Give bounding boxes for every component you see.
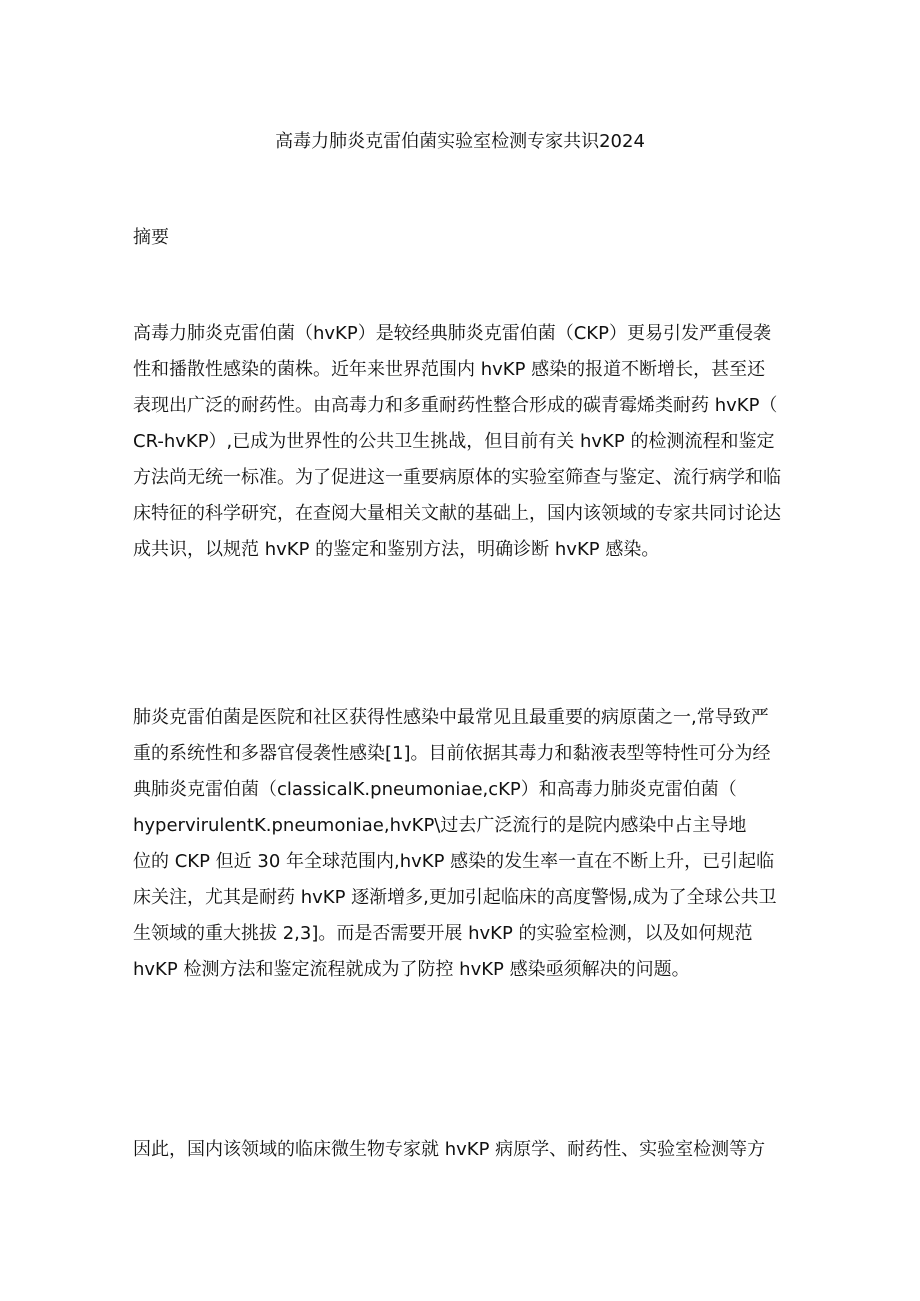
paragraph-line: 生领域的重大挑拔 2,3]。而是否需要开展 hvKP 的实验室检测，以及如何规范 (133, 923, 753, 944)
paragraph-line: 高毒力肺炎克雷伯菌（hvKP）是较经典肺炎克雷伯菌（CKP）更易引发严重侵袭 (133, 323, 771, 344)
paragraph-line: 性和播散性感染的菌株。近年来世界范围内 hvKP 感染的报道不断增长，甚至还 (133, 359, 766, 380)
paragraph-line: 床关注，尤其是耐药 hvKP 逐渐增多,更加引起临床的高度警惕,成为了全球公共卫 (133, 887, 777, 908)
paragraph-consensus-intro (133, 1132, 793, 1168)
paragraph-background (133, 700, 793, 988)
document-title: 高毒力肺炎克雷伯菌实验室检测专家共识2024 (275, 131, 645, 152)
paragraph-abstract (133, 316, 793, 568)
paragraph-line: 方法尚无统一标准。为了促进这一重要病原体的实验室筛查与鉴定、流行病学和临 (133, 467, 781, 488)
paragraph-line: 成共识，以规范 hvKP 的鉴定和鉴别方法，明确诊断 hvKP 感染。 (133, 539, 660, 560)
paragraph-line: 位的 CKP 但近 30 年全球范围内,hvKP 感染的发生率一直在不断上升，已引起临 (133, 851, 775, 872)
paragraph-line: 肺炎克雷伯菌是医院和社区获得性感染中最常见且最重要的病原菌之一,常导致严 (133, 707, 769, 728)
paragraph-line: hypervirulentK.pneumoniae,hvKP\过去广泛流行的是院内感染中占主导地 (133, 815, 747, 836)
abstract-heading: 摘要 (133, 227, 169, 248)
paragraph-line: 因此，国内该领域的临床微生物专家就 hvKP 病原学、耐药性、实验室检测等方 (133, 1139, 766, 1160)
paragraph-line: CR-hvKP）,已成为世界性的公共卫生挑战，但目前有关 hvKP 的检测流程和鉴定 (133, 431, 775, 452)
paragraph-line: 重的系统性和多器官侵袭性感染[1]。目前依据其毒力和黏液表型等特性可分为经 (133, 743, 771, 764)
paragraph-line: 表现出广泛的耐药性。由高毒力和多重耐药性整合形成的碳青霉烯类耐药 hvKP（ (133, 395, 778, 416)
paragraph-line: 床特征的科学研究，在查阅大量相关文献的基础上，国内该领域的专家共同讨论达 (133, 503, 781, 524)
paragraph-line: hvKP 检测方法和鉴定流程就成为了防控 hvKP 感染亟须解决的问题。 (133, 959, 690, 980)
paragraph-line: 典肺炎克雷伯菌（classicalK.pneumoniae,cKP）和高毒力肺炎克雷伯菌（ (133, 779, 737, 800)
